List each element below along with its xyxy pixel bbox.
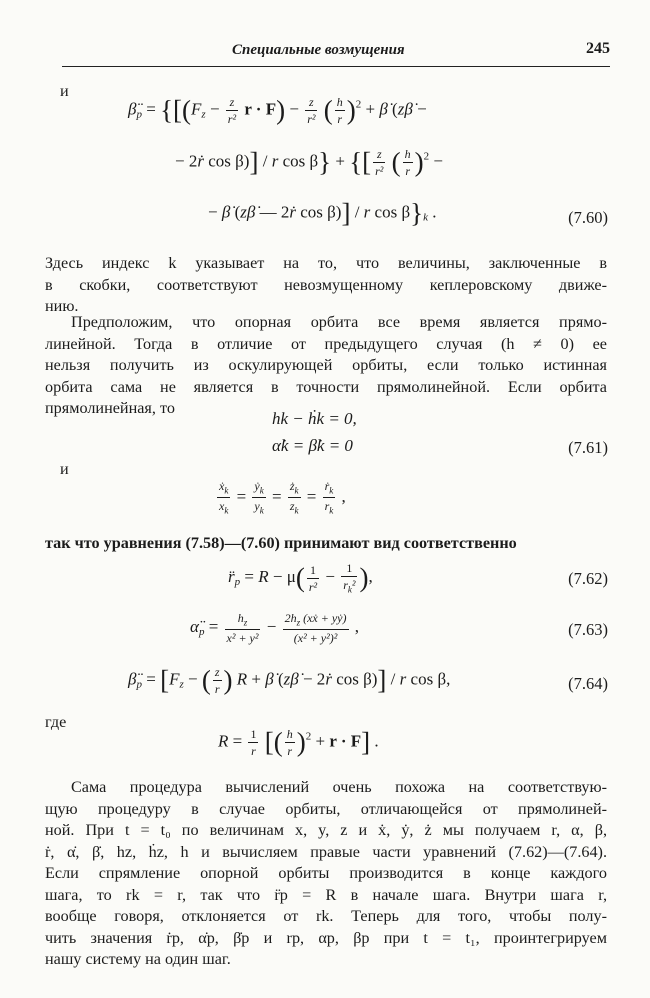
eq-7-61-number: (7.61) [568,438,608,457]
connector-and-2: и [60,460,69,478]
paragraph-2 [45,312,607,420]
eq-R: R = $\frac{1}{r}$ [( $\frac{h}{r}$ )$^2$ + r · F] . [218,727,379,758]
p2-line: нельзя получить из оскулирующей орбиты, если только истинная [45,356,607,374]
eq-7-62: $r̈_p = R - \mu$( $\frac{1}{\text{r²}}$ − $\frac{1}{r_k^2}$ ), [228,561,373,595]
p1-line: нию. [45,297,79,315]
p4-line: Сама процедура вычислений очень похожа на соответствую- [71,778,607,796]
header-title: Специальные возмущения [232,42,405,58]
p4-line: чить значения ṙp, α̇p, β̇p и rp, αp, βp при t = t₁, проинтегрируем [45,928,607,947]
p4-line: вообще говоря, отклоняется от rk. Теперь для того, чтобы полу- [45,907,607,925]
paragraph-3: так что уравнения (7.58)—(7.60) принимают вид соответственно [45,534,517,552]
p2-line: прямолинейная, то [45,399,175,417]
eq-7-61-line2: α̇k = β̇k = 0 [272,436,353,455]
p4-line: щую процедуру в случае орбиты, отличающейся от прямолиней- [45,799,607,818]
running-header [62,34,610,67]
eq-7-62-number: (7.62) [568,569,608,588]
eq-7-63-number: (7.63) [568,620,608,639]
p2-line: Предположим, что опорная орбита все время является прямо- [71,313,607,331]
paragraph-4 [45,777,607,971]
eq-ratio: $\frac{ẋ_k}{x_k}$ = $\frac{ẏ_k}{y_k}$ = $\frac{ż_k}{z_k}$ = $\frac{ṙ_k}{r_k}$ , [219,479,346,516]
p4-line: шага, то rk = r, так что r̈p = R в начале шага. Внутри шага r, [45,885,607,904]
paragraph-1 [45,253,607,318]
p1-line: Здесь индекс k указывает на то, что величины, заключенные в [45,254,607,272]
eq-7-63: $\alphä_p$ = $\frac{h_z}{\text{x² + y²}}$ − $\frac{2h_z (xẋ + yẏ)}{\text{(x² + y²)²}}$ , [190,611,359,646]
connector-and-1: и [60,82,69,100]
eq-7-60-number: (7.60) [568,208,608,227]
eq-7-60-line2: − 2ṙ cos β)] / r cos β} + {[ $\frac{z}{\text{r²}}$ ( $\frac{h}{r}$ )$^2$ − [175,147,444,178]
eq-7-60-line1: $\betä_p = \{[(F_z$ − $\frac{z}{\text{r²}}$ r · F) − $\frac{z}{\text{r²}}$ ( $\frac{h}{r}$ )$^2$ + β̇ (zβ̇ − [128,95,427,126]
p1-line: в скобки, соответствуют невозмущенному кеплеровскому движе- [45,275,607,294]
p2-line: линейной. Тогда в отличие от предыдущего случая (h ≠ 0) ее [45,334,607,353]
eq-7-61-line1: hk − ḣk = 0, [272,409,357,428]
eq-7-64-number: (7.64) [568,674,608,693]
connector-where: где [45,713,67,731]
p4-line: ной. При t = t₀ по величинам x, y, z и ẋ, ẏ, ż мы получаем r, α, β, [45,821,607,839]
eq-7-60-line3: − β̇ (zβ̇ — 2ṙ cos β)] / r $\cos \beta\}_k$ . [208,198,437,228]
eq-7-64: $\betä_p = [F_z$ − ( $\frac{z}{r}$ ) R + β̇ (zβ̇ − 2ṙ cos β)] / r cos β, [128,665,451,696]
p4-line: Если спрямление опорной орбиты производится в конце каждого [45,864,607,882]
page-number: 245 [586,40,610,57]
p4-line: нашу систему на один шаг. [45,950,231,968]
p2-line: орбита сама не является в точности прямолинейной. Если орбита [45,377,607,396]
p4-line: ṙ, α̇, β̇, hz, ḣz, h и вычисляем правые части уравнений (7.62)—(7.64). [45,842,607,861]
